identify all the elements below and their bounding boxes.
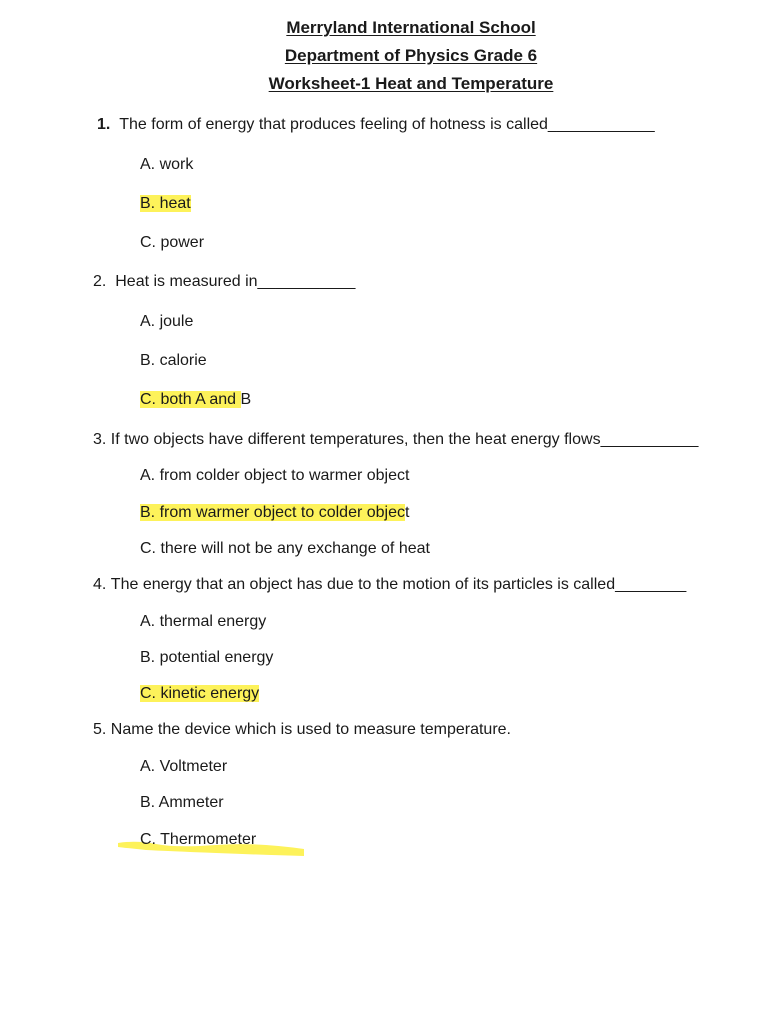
highlighted-answer: C. kinetic energy [140, 685, 260, 702]
question-text: Heat is measured in___________ [115, 273, 356, 290]
option-2c: C. both A and B [140, 391, 252, 408]
option-3b: B. from warmer object to colder object [140, 504, 410, 521]
department-title: Department of Physics Grade 6 [284, 46, 538, 65]
option-5c [140, 831, 256, 849]
question-text: The energy that an object has due to the motion of its particles is called________ [110, 576, 687, 593]
question-number: 3. [93, 431, 107, 448]
highlighted-answer: B. heat [140, 195, 191, 212]
question-number: 5. [93, 721, 107, 738]
option-3c: C. there will not be any exchange of heat [140, 540, 430, 557]
question-4 [93, 576, 686, 594]
option-4c [140, 685, 259, 703]
option-5a: A. Voltmeter [140, 758, 228, 775]
option-1c: C. power [140, 234, 205, 251]
highlighted-answer: B. from warmer object to colder objec [140, 504, 405, 521]
question-number: 2. [93, 273, 107, 290]
highlighted-answer: C. Thermometer [140, 831, 257, 848]
option-4b: B. potential energy [140, 649, 274, 666]
option-1b [140, 195, 191, 213]
option-1a: A. work [140, 156, 194, 173]
option-2b: B. calorie [140, 352, 207, 369]
option-4a: A. thermal energy [140, 613, 267, 630]
question-5 [93, 721, 511, 739]
option-2a: A. joule [140, 313, 194, 330]
question-1 [97, 116, 655, 134]
question-text: The form of energy that produces feeling of hotness is called____________ [119, 116, 655, 133]
question-2 [93, 273, 355, 291]
question-text: If two objects have different temperatures, then the heat energy flows___________ [110, 431, 699, 448]
question-3 [93, 431, 698, 449]
option-3a: A. from colder object to warmer object [140, 467, 410, 484]
question-number: 4. [93, 576, 107, 593]
highlighted-answer: C. both A and [140, 391, 241, 408]
school-name: Merryland International School [286, 18, 536, 37]
question-text: Name the device which is used to measure temperature. [110, 721, 511, 738]
option-5b: B. Ammeter [140, 794, 224, 811]
question-number: 1. [97, 116, 111, 133]
worksheet-title: Worksheet-1 Heat and Temperature [268, 74, 554, 93]
